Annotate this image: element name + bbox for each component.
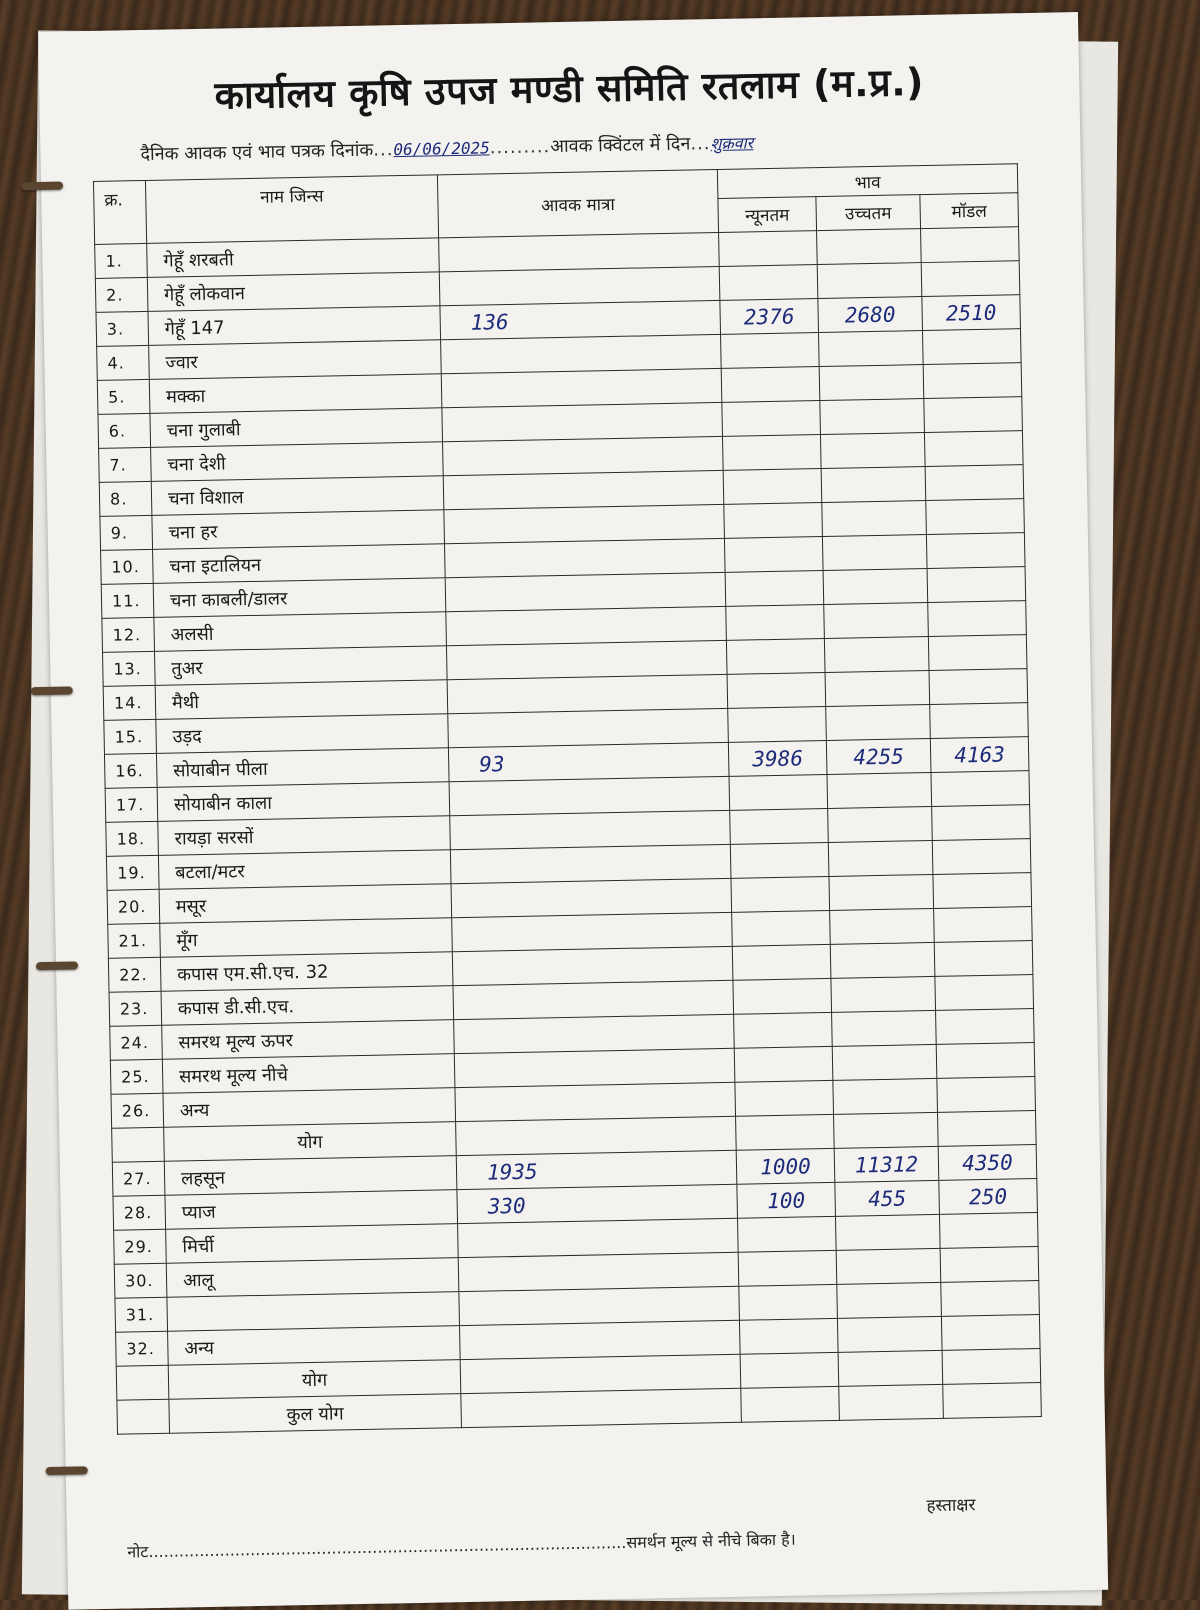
note-line: नोट..............................................................................................समर्थन मूल्य से नीचे बिका है। [127, 1529, 796, 1562]
row-min-rate [720, 299, 819, 335]
row-modal-rate [938, 1145, 1037, 1181]
row-min-rate [739, 1284, 838, 1320]
row-arrival-qty [448, 742, 729, 781]
header-rate: भाव [717, 164, 1018, 199]
row-max-rate [822, 501, 927, 537]
row-arrival-qty [446, 640, 727, 679]
row-commodity-name: सोयाबीन काला [157, 782, 450, 822]
row-modal-rate [937, 1077, 1036, 1113]
row-sr: 30. [114, 1263, 167, 1298]
row-commodity-name: चना गुलाबी [150, 408, 443, 448]
row-arrival-qty [457, 1184, 738, 1223]
row-commodity-name: अन्य [163, 1088, 456, 1128]
row-arrival-qty [456, 1150, 737, 1189]
row-commodity-name: मसूर [159, 884, 452, 924]
row-modal-rate [927, 567, 1026, 603]
row-modal-rate [936, 1043, 1035, 1079]
row-sr: 19. [106, 855, 159, 890]
row-modal-rate [922, 329, 1021, 365]
row-sr: 6. [98, 413, 151, 448]
row-sr: 22. [108, 957, 161, 992]
row-commodity-name: गेहूँ लोकवान [147, 272, 440, 312]
row-modal-rate [931, 771, 1030, 807]
row-arrival-qty [455, 1082, 736, 1121]
row-arrival-qty [439, 232, 720, 271]
handwritten-value: 11312 [854, 1151, 919, 1178]
row-min-rate [724, 503, 823, 539]
grand-total-label: कुल योग [169, 1394, 462, 1434]
handwritten-value: 4163 [954, 742, 1006, 768]
row-min-rate [722, 401, 821, 437]
row-sr: 11. [101, 583, 154, 618]
row-min-rate [721, 367, 820, 403]
header-min: न्यूनतम [718, 197, 817, 233]
row-modal-rate [941, 1281, 1040, 1317]
signature-label: हस्ताक्षर [926, 1495, 976, 1517]
row-min-rate [737, 1216, 836, 1252]
row-commodity-name: आलू [166, 1258, 459, 1298]
row-max-rate [830, 908, 935, 944]
subtotal-label: योग [164, 1122, 457, 1162]
date-line: दैनिक आवक एवं भाव पत्रक दिनांक...06/06/2025.........आवक क्विंटल में दिन...शुक्रवार [140, 133, 754, 166]
row-modal-rate [940, 1247, 1039, 1283]
row-modal-rate [930, 737, 1029, 773]
row-max-rate [817, 229, 922, 265]
row-max-rate [824, 637, 929, 673]
row-modal-rate [921, 227, 1020, 263]
row-modal-rate [933, 873, 1032, 909]
row-min-rate [728, 740, 827, 776]
row-min-rate [737, 1182, 836, 1218]
row-arrival-qty [450, 810, 731, 849]
row-min-rate [732, 944, 831, 980]
row-commodity-name: लहसून [164, 1156, 457, 1196]
row-modal-rate [932, 805, 1031, 841]
row-arrival-qty [440, 300, 721, 339]
binder-ring [31, 686, 73, 695]
row-commodity-name: मैथी [155, 680, 448, 720]
row-commodity-name: बटला/मटर [158, 850, 451, 890]
row-max-rate [823, 569, 928, 605]
row-commodity-name: अलसी [154, 612, 447, 652]
row-commodity-name: तुअर [155, 646, 448, 686]
row-sr: 9. [100, 515, 153, 550]
row-commodity-name: चना विशाल [151, 476, 444, 516]
row-sr: 28. [113, 1195, 166, 1230]
row-max-rate [818, 297, 923, 333]
row-sr: 8. [99, 481, 152, 516]
row-max-rate [835, 1214, 940, 1250]
row-modal-rate [924, 397, 1023, 433]
row-sr: 25. [110, 1059, 163, 1094]
row-modal-rate [921, 261, 1020, 297]
row-commodity-name: चना इटालियन [153, 544, 446, 584]
row-commodity-name: उड़द [156, 714, 449, 754]
row-arrival-qty [447, 674, 728, 713]
row-modal-rate [934, 907, 1033, 943]
handwritten-value: 330 [487, 1193, 526, 1219]
row-arrival-qty [448, 708, 729, 747]
row-max-rate [822, 535, 927, 571]
row-min-rate [733, 978, 832, 1014]
row-arrival-qty [443, 470, 724, 509]
row-max-rate [825, 670, 930, 706]
row-max-rate [827, 772, 932, 808]
row-min-rate [734, 1012, 833, 1048]
row-arrival-qty [458, 1218, 739, 1257]
row-modal-rate [930, 703, 1029, 739]
row-min-rate [730, 808, 829, 844]
header-modal: मॉडल [920, 193, 1019, 229]
row-modal-rate [925, 465, 1024, 501]
subtotal-label: योग [168, 1360, 461, 1400]
row-min-rate [734, 1046, 833, 1082]
handwritten-value: 3986 [752, 745, 804, 771]
row-max-rate [828, 806, 933, 842]
row-modal-rate [932, 839, 1031, 875]
row-arrival-qty [453, 980, 734, 1019]
row-sr: 21. [108, 923, 161, 958]
handwritten-value: 2510 [945, 300, 997, 326]
handwritten-value: 250 [968, 1184, 1008, 1209]
row-sr: 17. [105, 787, 158, 822]
header-sr: क्र. [93, 180, 146, 244]
handwritten-value: 136 [470, 309, 509, 335]
header-max: उच्चतम [816, 195, 921, 231]
handwritten-value: 4255 [853, 743, 905, 769]
row-arrival-qty [444, 504, 725, 543]
row-min-rate [738, 1250, 837, 1286]
row-min-rate [728, 706, 827, 742]
row-commodity-name: गेहूँ 147 [148, 306, 441, 346]
commodity-rows-vegetables [112, 1145, 1040, 1367]
commodity-rows-grains [95, 227, 1036, 1129]
row-arrival-qty [454, 1048, 735, 1087]
row-max-rate [834, 1146, 939, 1182]
row-max-rate [821, 467, 926, 503]
row-min-rate [739, 1318, 838, 1354]
row-sr: 31. [115, 1297, 168, 1332]
row-commodity-name: ज्वार [149, 340, 442, 380]
handwritten-value: 455 [867, 1186, 907, 1211]
row-max-rate [820, 399, 925, 435]
row-min-rate [721, 333, 820, 369]
row-sr: 24. [110, 1025, 163, 1060]
row-min-rate [724, 537, 823, 573]
row-commodity-name: समरथ मूल्य ऊपर [162, 1020, 455, 1060]
row-modal-rate [928, 635, 1027, 671]
row-commodity-name: प्याज [165, 1190, 458, 1230]
row-sr: 20. [107, 889, 160, 924]
note-suffix: समर्थन मूल्य से नीचे बिका है। [626, 1529, 796, 1552]
row-modal-rate [928, 601, 1027, 637]
row-sr: 3. [96, 311, 149, 346]
row-arrival-qty [439, 266, 720, 305]
row-arrival-qty [452, 946, 733, 985]
row-sr: 23. [109, 991, 162, 1026]
row-max-rate [826, 738, 931, 774]
row-commodity-name: मक्का [149, 374, 442, 414]
row-commodity-name: कपास डी.सी.एच. [161, 986, 454, 1026]
row-max-rate [824, 603, 929, 639]
row-arrival-qty [441, 334, 722, 373]
row-arrival-qty [443, 436, 724, 475]
row-min-rate [736, 1148, 835, 1184]
row-arrival-qty [460, 1320, 741, 1359]
handwritten-value: 2680 [844, 302, 896, 328]
row-sr: 5. [97, 379, 150, 414]
row-commodity-name: चना काबली/डालर [153, 578, 446, 618]
row-arrival-qty [458, 1252, 739, 1291]
row-sr: 16. [104, 753, 157, 788]
row-max-rate [828, 840, 933, 876]
rates-table [93, 163, 1042, 1435]
row-max-rate [819, 331, 924, 367]
row-min-rate [732, 910, 831, 946]
row-commodity-name: रायड़ा सरसों [158, 816, 451, 856]
date-value: 06/06/2025 [393, 138, 490, 160]
row-arrival-qty [442, 402, 723, 441]
handwritten-value: 93 [479, 751, 505, 777]
row-modal-rate [926, 533, 1025, 569]
row-sr: 15. [104, 719, 157, 754]
row-sr: 1. [95, 243, 148, 278]
row-max-rate [830, 942, 935, 978]
row-sr: 10. [101, 549, 154, 584]
header-arrival: आवक मात्रा [437, 169, 718, 237]
row-max-rate [817, 263, 922, 299]
row-min-rate [729, 774, 828, 810]
note-label: नोट [127, 1542, 149, 1562]
handwritten-value: 2376 [743, 304, 795, 329]
row-max-rate [820, 433, 925, 469]
row-modal-rate [934, 941, 1033, 977]
row-modal-rate [923, 363, 1022, 399]
row-min-rate [730, 842, 829, 878]
row-arrival-qty [451, 878, 732, 917]
row-modal-rate [939, 1179, 1038, 1215]
row-max-rate [832, 1044, 937, 1080]
row-max-rate [837, 1316, 942, 1352]
row-min-rate [719, 265, 818, 301]
row-commodity-name: मिर्ची [166, 1224, 459, 1264]
row-modal-rate [935, 975, 1034, 1011]
row-arrival-qty [452, 912, 733, 951]
row-min-rate [725, 571, 824, 607]
row-commodity-name: सोयाबीन पीला [156, 748, 449, 788]
row-sr: 27. [112, 1161, 165, 1196]
row-arrival-qty [459, 1286, 740, 1325]
form-sheet [38, 12, 1108, 1610]
arrival-unit-label: आवक क्विंटल में दिन [550, 133, 691, 158]
row-min-rate [726, 605, 825, 641]
row-sr: 2. [95, 277, 148, 312]
row-modal-rate [941, 1314, 1040, 1350]
row-commodity-name: गेहूँ शरबती [147, 238, 440, 278]
row-modal-rate [926, 499, 1025, 535]
row-modal-rate [936, 1009, 1035, 1045]
row-max-rate [826, 704, 931, 740]
row-sr: 18. [106, 821, 159, 856]
day-value: शुक्रवार [710, 133, 754, 154]
row-modal-rate [924, 431, 1023, 467]
date-prefix: दैनिक आवक एवं भाव पत्रक दिनांक [140, 139, 374, 166]
row-max-rate [833, 1078, 938, 1114]
row-commodity-name: समरथ मूल्य नीचे [162, 1054, 455, 1094]
row-min-rate [735, 1080, 834, 1116]
row-min-rate [723, 469, 822, 505]
row-min-rate [719, 231, 818, 267]
row-min-rate [726, 638, 825, 674]
row-commodity-name: कपास एम.सी.एच. 32 [160, 952, 453, 992]
row-commodity-name [167, 1292, 460, 1332]
row-sr: 4. [97, 345, 150, 380]
row-modal-rate [939, 1213, 1038, 1249]
row-arrival-qty [444, 538, 725, 577]
handwritten-value: 1935 [486, 1159, 538, 1185]
row-max-rate [836, 1248, 941, 1284]
row-sr: 7. [99, 447, 152, 482]
binder-ring [46, 1466, 88, 1475]
row-commodity-name: मूँग [160, 918, 453, 958]
row-commodity-name: चना हर [152, 510, 445, 550]
handwritten-value: 4350 [961, 1149, 1013, 1175]
row-commodity-name: चना देशी [151, 442, 444, 482]
row-max-rate [819, 365, 924, 401]
row-sr: 12. [102, 617, 155, 652]
row-min-rate [727, 672, 826, 708]
row-sr: 26. [111, 1093, 164, 1128]
row-sr: 14. [103, 685, 156, 720]
row-max-rate [829, 874, 934, 910]
row-modal-rate [929, 669, 1028, 705]
row-min-rate [731, 876, 830, 912]
handwritten-value: 100 [766, 1187, 806, 1213]
row-sr: 29. [114, 1229, 167, 1264]
row-arrival-qty [445, 572, 726, 611]
row-min-rate [722, 435, 821, 471]
header-name: नाम जिन्स [145, 175, 438, 244]
binder-ring [36, 961, 78, 970]
row-max-rate [832, 1010, 937, 1046]
row-modal-rate [922, 295, 1021, 331]
row-sr: 13. [103, 651, 156, 686]
row-arrival-qty [446, 606, 727, 645]
row-max-rate [835, 1180, 940, 1216]
row-arrival-qty [441, 368, 722, 407]
row-arrival-qty [450, 844, 731, 883]
row-sr: 32. [116, 1331, 169, 1366]
row-commodity-name: अन्य [168, 1326, 461, 1366]
row-max-rate [831, 976, 936, 1012]
row-arrival-qty [454, 1014, 735, 1053]
office-title: कार्यालय कृषि उपज मण्डी समिति रतलाम (म.प्र.) [214, 59, 925, 118]
binder-ring [21, 182, 63, 191]
row-arrival-qty [449, 776, 730, 815]
handwritten-value: 1000 [759, 1153, 812, 1179]
row-max-rate [837, 1282, 942, 1318]
